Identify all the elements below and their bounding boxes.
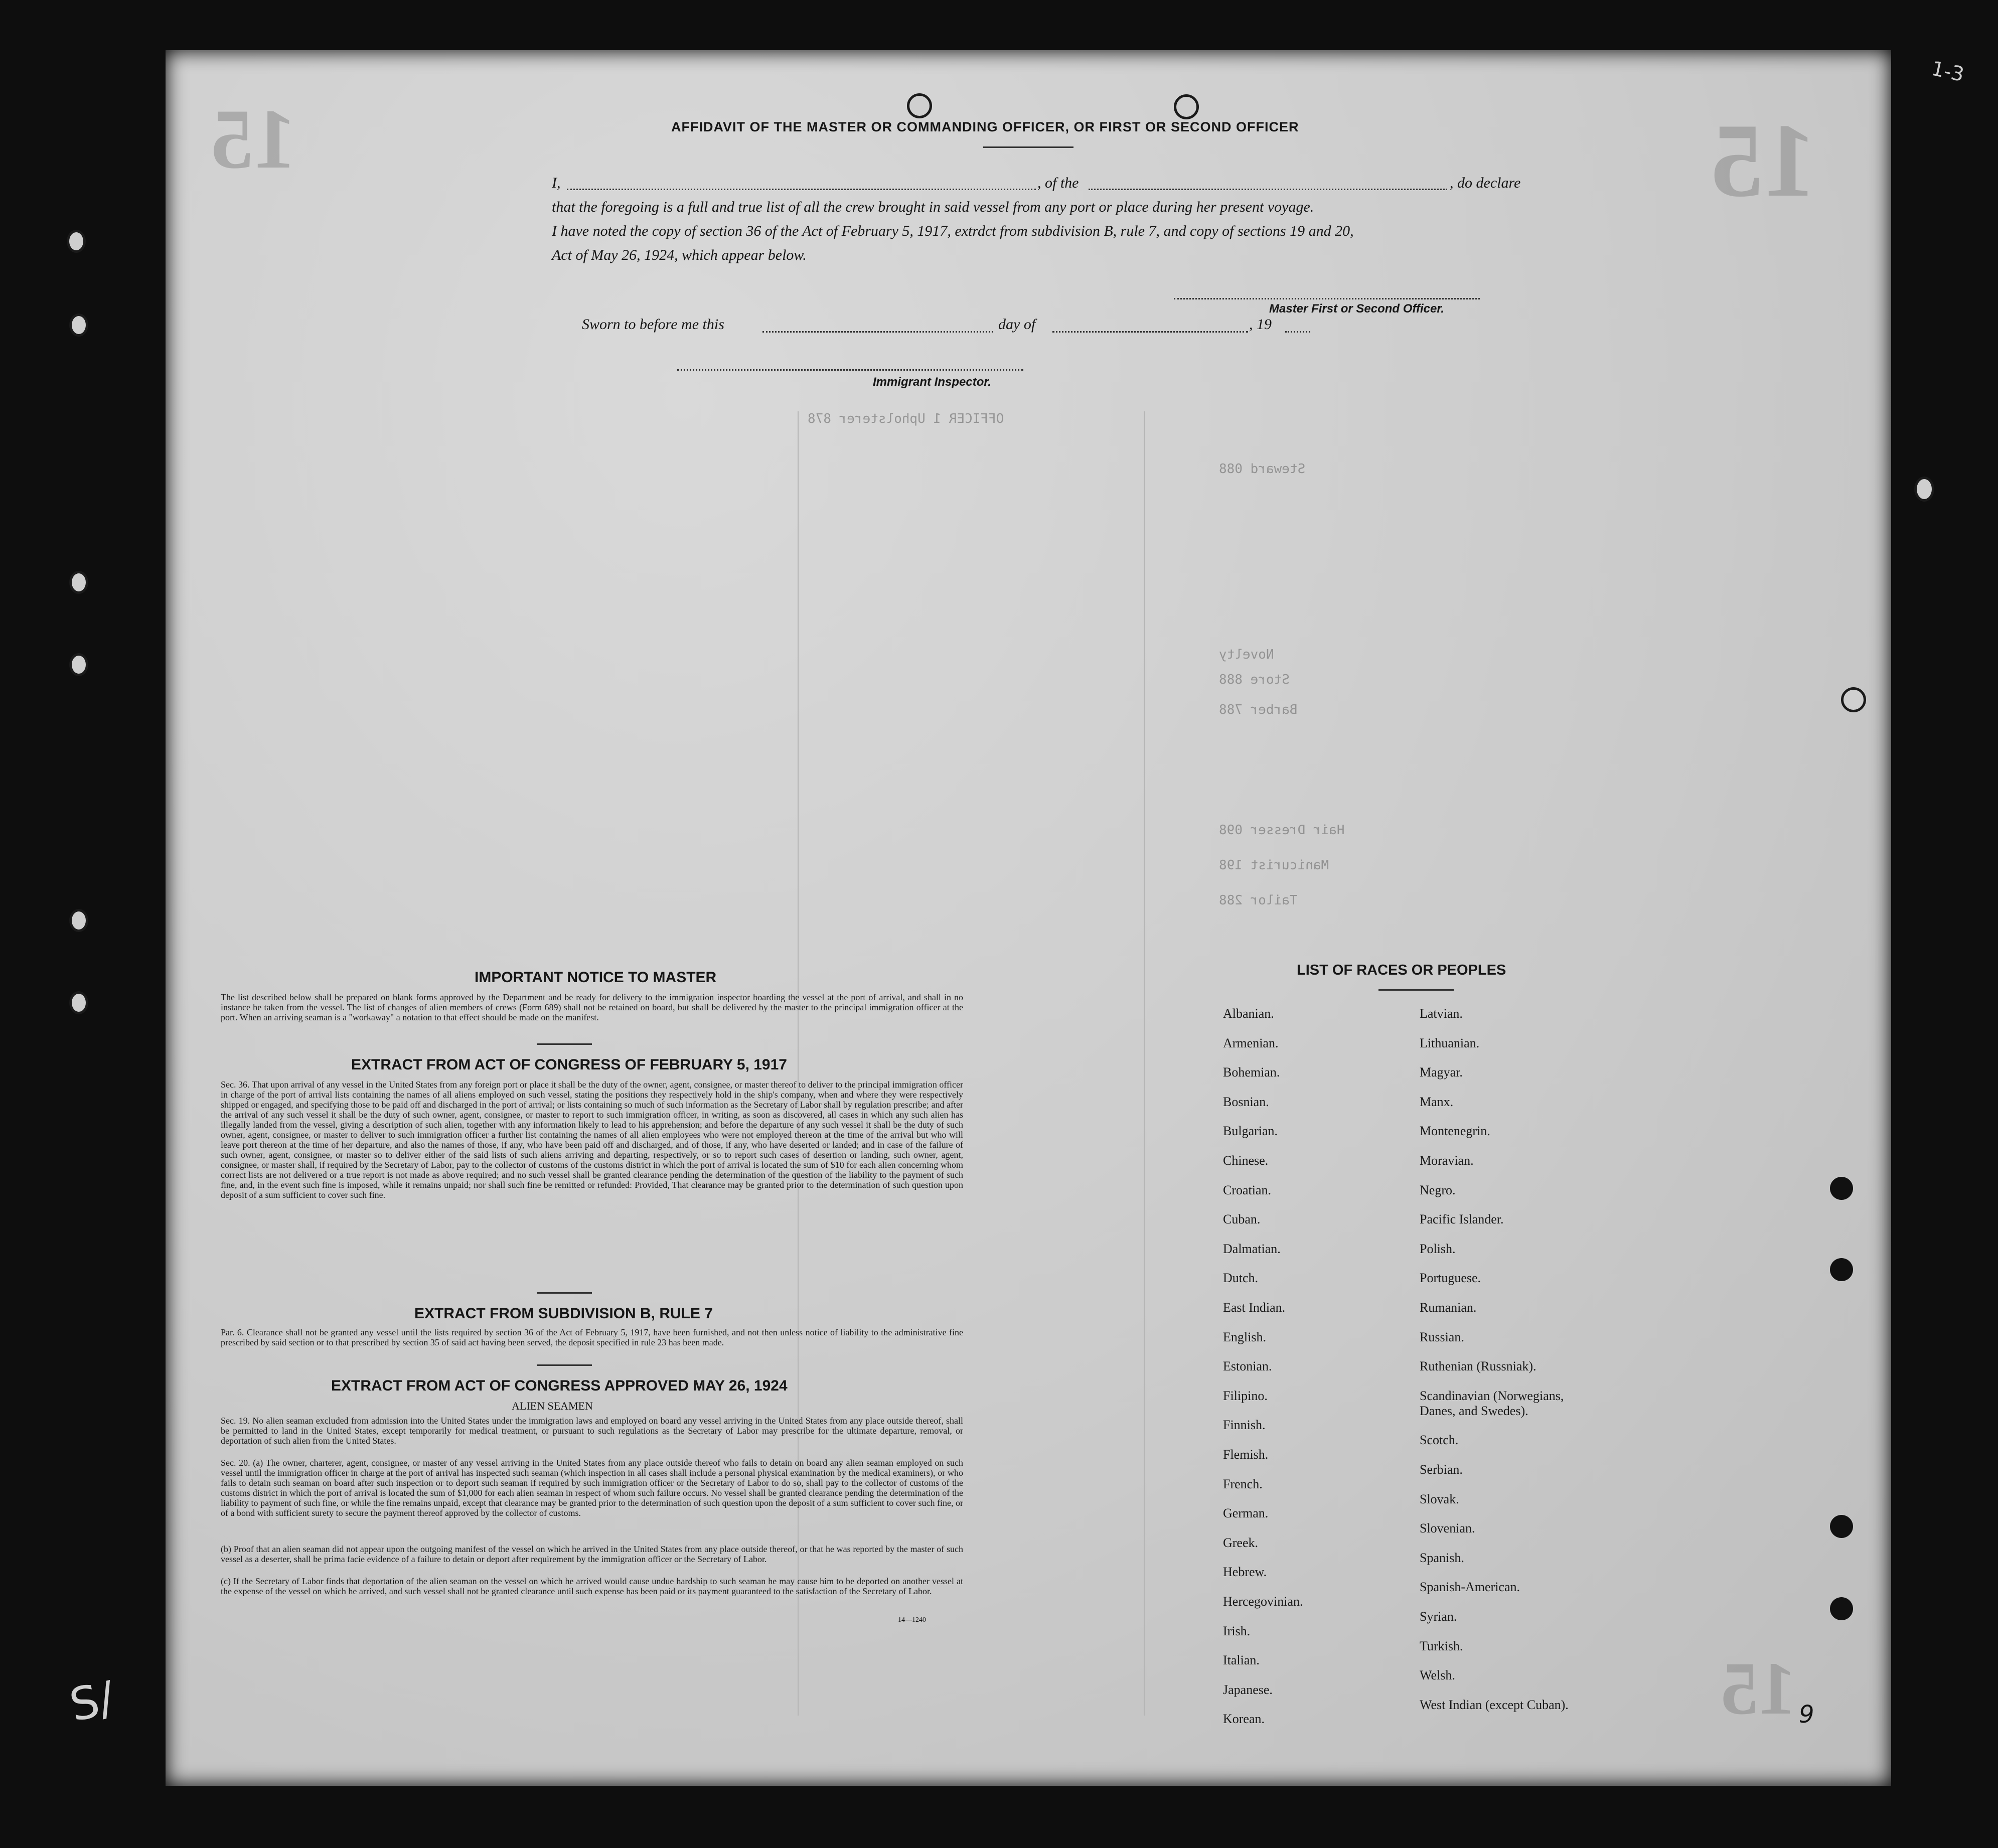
race-item: Bohemian.: [1223, 1065, 1280, 1080]
race-item: Magyar.: [1420, 1065, 1463, 1080]
race-item: Croatian.: [1223, 1182, 1272, 1197]
affidavit-line2: that the foregoing is a full and true list of all the crew brought in said vessel from any port or place during her present voyage.: [552, 199, 1314, 215]
bleed-row: OFFICER 1 Upholsterer 878: [808, 411, 1004, 426]
race-item: Korean.: [1223, 1712, 1265, 1727]
affidavit-title: AFFIDAVIT OF THE MASTER OR COMMANDING OFFICER, OR FIRST OR SECOND OFFICER: [671, 119, 1299, 134]
race-item: English.: [1223, 1329, 1266, 1344]
bleed-row: Manicurist 198: [1219, 858, 1329, 873]
inspector-signature-field[interactable]: [677, 369, 1023, 371]
left-margin-annotation: S/: [65, 1671, 119, 1732]
bleed-row: Tailor 288: [1219, 893, 1298, 908]
master-label: Master First or Second Officer.: [1269, 302, 1444, 316]
race-item: Chinese.: [1223, 1153, 1269, 1168]
bottom-right-annotation: 9: [1799, 1701, 1814, 1729]
bleed-row: Barber 788: [1219, 702, 1298, 717]
sec19-text: Sec. 19. No alien seaman excluded from admission into the United States under the immigration laws and employed on board any vessel arriving in the United States from any place outside thereof, shall be permitted to land in the United States, except temporarily for medical treatment, or pursuant to such regulations as the Secretary of Labor may prescribe for the ultimate departure, removal, or deportation of such alien from the United States.: [221, 1416, 963, 1446]
race-item: Rumanian.: [1420, 1300, 1477, 1315]
sec20a-text: Sec. 20. (a) The owner, charterer, agent, consignee, or master of any vessel arriving in the United States from any place outside thereof who fails to detain on board any alien seaman employed on such vessel until the immigration officer in charge at the port of arrival has inspected such seaman (which inspection in all cases shall include a personal physical examination by the medical examiners), or who fails to detain such seaman on board after such inspection or to deport such seaman if required by such immigration officer or the Secretary of Labor to do so, shall pay to the collector of customs of the customs district in which the port of arrival is located the sum of $1,000 for each alien seaman in respect of whom such failure occurs. No vessel shall be granted clearance pending the determination of the liability to payment of such fine, or while the fine remains unpaid, except that clearance may be granted prior to the determination of such question upon the deposit of a sum sufficient to cover such fine, or of a bond with sufficient surety to secure the payment thereof approved by the collector of customs.: [221, 1458, 963, 1518]
affidavit-line4: Act of May 26, 1924, which appear below.: [552, 247, 807, 263]
race-item: Scandinavian (Norwegians,: [1420, 1388, 1564, 1403]
race-item: Spanish.: [1420, 1550, 1464, 1565]
sworn-prefix: Sworn to before me this: [582, 316, 724, 333]
affidavit-line1-end: , do declare: [1450, 175, 1521, 191]
binder-hole: [1914, 477, 1934, 502]
race-item: Dutch.: [1223, 1271, 1259, 1286]
binder-hole: [69, 571, 88, 594]
race-item: Manx.: [1420, 1094, 1454, 1109]
race-item: Lithuanian.: [1420, 1035, 1480, 1050]
race-item: Turkish.: [1420, 1638, 1463, 1653]
extract-1917-title: EXTRACT FROM ACT OF CONGRESS OF FEBRUARY 5, 1917: [351, 1056, 787, 1073]
master-signature-field[interactable]: [1174, 298, 1480, 299]
race-item: Portuguese.: [1420, 1271, 1481, 1286]
bleed-column-line: [1144, 411, 1145, 1716]
race-item: French.: [1223, 1476, 1263, 1491]
punch-hole: [1830, 1515, 1853, 1538]
race-item: East Indian.: [1223, 1300, 1286, 1315]
race-item: Danes, and Swedes).: [1420, 1403, 1528, 1418]
extract-1924-subtitle: ALIEN SEAMEN: [512, 1400, 593, 1412]
race-item: Estonian.: [1223, 1359, 1272, 1374]
sworn-month-field[interactable]: [1052, 331, 1248, 333]
sworn-year-field[interactable]: [1285, 331, 1310, 333]
sworn-year-label: , 19: [1249, 316, 1272, 333]
race-item: Scotch.: [1420, 1433, 1459, 1448]
race-item: West Indian (except Cuban).: [1420, 1697, 1569, 1712]
sworn-day-label: day of: [998, 316, 1036, 333]
race-item: Russian.: [1420, 1329, 1464, 1344]
binder-hole: [67, 230, 86, 253]
race-item: Flemish.: [1223, 1447, 1269, 1462]
race-item: Armenian.: [1223, 1035, 1279, 1050]
declarant-name-field[interactable]: [567, 189, 1036, 190]
race-item: Hebrew.: [1223, 1565, 1267, 1580]
binder-hole: [69, 991, 88, 1014]
subdivision-divider: [537, 1364, 592, 1366]
race-item: Japanese.: [1223, 1682, 1273, 1697]
subdivision-text: Par. 6. Clearance shall not be granted any vessel until the lists required by section 36 of the Act of February 5, 1917, have been furnished, and not then unless notice of liability to the administrative fine prescribed by said section or to that prescribed by section 35 of said act having been served, the deposit specified in rule 23 has been made.: [221, 1327, 963, 1347]
manifest-page: [166, 50, 1891, 1786]
bleed-row: Hair Dresser 098: [1219, 823, 1345, 838]
binder-hole: [1174, 94, 1199, 119]
notice-divider: [537, 1043, 592, 1045]
race-item: Hercegovinian.: [1223, 1594, 1303, 1609]
race-item: German.: [1223, 1506, 1269, 1521]
punch-hole: [1830, 1177, 1853, 1200]
binder-hole: [1841, 687, 1866, 712]
punch-hole: [1830, 1597, 1853, 1620]
race-item: Albanian.: [1223, 1006, 1274, 1021]
inspector-label: Immigrant Inspector.: [873, 375, 992, 389]
races-divider: [1378, 989, 1454, 991]
race-item: Irish.: [1223, 1623, 1251, 1638]
race-item: Bulgarian.: [1223, 1124, 1278, 1139]
extract-1917-divider: [537, 1292, 592, 1294]
binder-hole: [69, 909, 88, 932]
vessel-name-field[interactable]: [1089, 189, 1447, 190]
race-item: Latvian.: [1420, 1006, 1463, 1021]
bleed-column-line: [798, 411, 799, 1716]
race-item: Negro.: [1420, 1182, 1456, 1197]
race-item: Slovenian.: [1420, 1521, 1475, 1536]
race-item: Serbian.: [1420, 1462, 1463, 1477]
extract-1917-text: Sec. 36. That upon arrival of any vessel in the United States from any foreign port or place it shall be the duty of the owner, agent, consignee, or master thereof to deliver to the principal immigration officer in charge of the port of arrival lists containing the names of all aliens employed on such vessel, stating the positions they respectively hold in the ship's company, when and where they were respectively shipped or engaged, and specifying those to be paid off and discharged in the port of arrival; or lists containing so much of such information as the Secretary of Labor shall by regulation prescribe; and after the arrival of any such vessel it shall be the duty of such owner, agent, consignee, or master to report to such immigration officer, in writing, as soon as discovered, all cases in which any such alien has illegally landed from the vessel, giving a description of such alien, together with any information likely to lead to his apprehension; and before the departure of any such vessel it shall be the duty of such owner, agent, consignee, or master to deliver to such immigration officer a further list containing the names of all alien employees who were not employed thereon at the time of the arrival but who will leave port thereon at the time of her departure, and also the names of those, if any, who have been paid off and discharged, and of those, if any, who have deserted or landed; and in case of the failure of such owner, agent, consignee, or master so to deliver either of the said lists of such aliens arriving and departing, respectively, or so to report such cases of desertion or landing, such owner, agent, consignee, or master shall, if required by the Secretary of Labor, pay to the collector of customs of the customs district in which the port of arrival is located the sum of $10 for each alien concerning whom correct lists are not delivered or a true report is not made as above required; and no such vessel shall be granted clearance pending the determination of the question of the liability to the payment of such fine, and, in the event such fine is imposed, while it remains unpaid; nor shall such fine be remitted or refunded: Provided, That clearance may be granted prior to the determination of such question upon deposit of a sum sufficient to cover such fine.: [221, 1080, 963, 1200]
bleed-row: Store 888: [1219, 672, 1290, 687]
race-item: Dalmatian.: [1223, 1241, 1281, 1256]
affidavit-line3: I have noted the copy of section 36 of the Act of February 5, 1917, extrdct from subdivision B, rule 7, and copy of sections 19 and 20,: [552, 223, 1354, 239]
race-item: Welsh.: [1420, 1668, 1455, 1683]
race-item: Polish.: [1420, 1241, 1456, 1256]
binder-hole: [907, 93, 932, 118]
race-item: Filipino.: [1223, 1388, 1268, 1403]
bleed-row: Novelty: [1219, 647, 1274, 662]
notice-text: The list described below shall be prepared on blank forms approved by the Department and be ready for delivery to the immigration inspector boarding the vessel at the port of arrival, and shall in no instance be taken from the vessel. The list of changes of alien members of crews (Form 689) shall not be retained on board, but shall be delivered by the master to the principal immigration officer at the port. When an arriving seaman is a "workaway" a notation to that effect should be made on the manifest.: [221, 992, 963, 1022]
races-title: LIST OF RACES OR PEOPLES: [1297, 962, 1506, 978]
race-item: Finnish.: [1223, 1418, 1266, 1433]
notice-title: IMPORTANT NOTICE TO MASTER: [475, 969, 717, 986]
binder-hole: [69, 314, 88, 337]
bleed-number-bottom: 15: [1721, 1647, 1796, 1730]
affidavit-line1-mid: , of the: [1037, 175, 1079, 191]
extract-1924-title: EXTRACT FROM ACT OF CONGRESS APPROVED MAY 26, 1924: [331, 1377, 788, 1394]
title-underline: [983, 146, 1073, 148]
corner-annotation: 1-3: [1929, 57, 1966, 87]
punch-hole: [1830, 1258, 1853, 1281]
race-item: Cuban.: [1223, 1212, 1261, 1227]
race-item: Syrian.: [1420, 1609, 1457, 1624]
form-number: 14—1240: [898, 1616, 926, 1624]
bleed-number-left: 15: [211, 92, 296, 186]
sworn-day-field[interactable]: [762, 331, 993, 333]
subdivision-title: EXTRACT FROM SUBDIVISION B, RULE 7: [414, 1305, 713, 1322]
race-item: Ruthenian (Russniak).: [1420, 1359, 1536, 1374]
binder-hole: [69, 653, 88, 676]
race-item: Italian.: [1223, 1653, 1260, 1668]
race-item: Spanish-American.: [1420, 1580, 1520, 1595]
race-item: Montenegrin.: [1420, 1124, 1490, 1139]
sec20c-text: (c) If the Secretary of Labor finds that deportation of the alien seaman on the vessel on which he arrived would cause undue hardship to such seaman he may cause him to be deported on another vessel at the expense of the vessel on which he arrived, and such vessel shall not be granted clearance until such expense has been paid or its payment guaranteed to the satisfaction of the Secretary of Labor.: [221, 1576, 963, 1596]
race-item: Greek.: [1223, 1535, 1259, 1550]
affidavit-line1-start: I,: [552, 175, 561, 191]
race-item: Bosnian.: [1223, 1094, 1269, 1109]
race-item: Slovak.: [1420, 1491, 1459, 1506]
race-item: Moravian.: [1420, 1153, 1474, 1168]
bleed-row: Steward 088: [1219, 461, 1306, 477]
bleed-number-right: 15: [1711, 102, 1816, 219]
sec20b-text: (b) Proof that an alien seaman did not appear upon the outgoing manifest of the vessel on which he arrived in the United States from any place outside thereof, or that he was reported by the master of such vessel as a deserter, shall be prima facie evidence of a failure to detain or deport after requirement by the immigration officer or the Secretary of Labor.: [221, 1544, 963, 1564]
race-item: Pacific Islander.: [1420, 1212, 1504, 1227]
